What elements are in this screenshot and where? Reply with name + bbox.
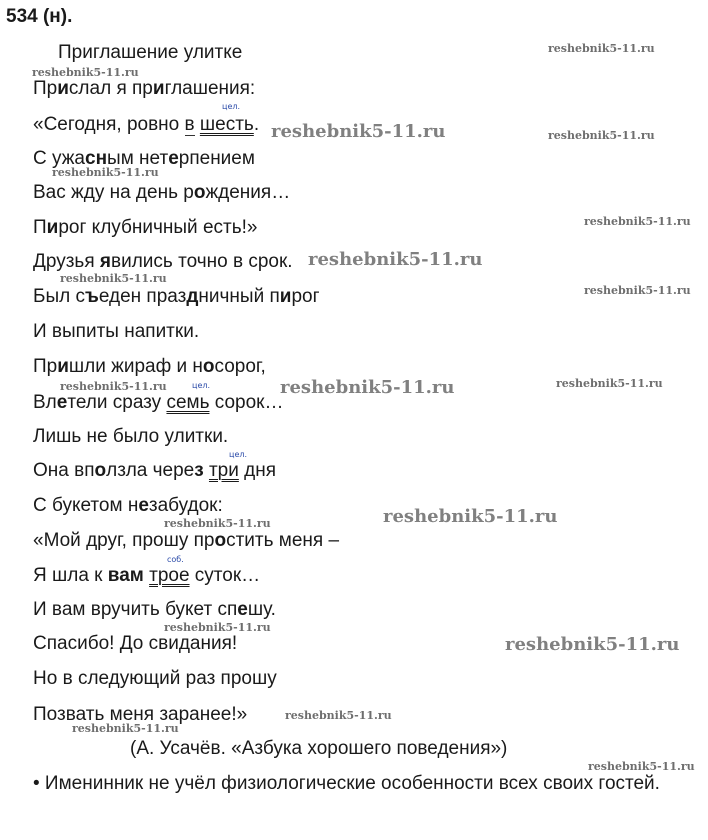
- watermark-logo: reshebnik5-11.ru: [584, 215, 691, 228]
- poem-line-16: И вам вручить букет спешу.: [33, 599, 276, 620]
- poem-author: (А. Усачёв. «Азбука хорошего поведения»): [130, 738, 508, 759]
- watermark-logo: reshebnik5-11.ru: [280, 377, 455, 398]
- watermark-logo: reshebnik5-11.ru: [32, 66, 139, 79]
- watermark-logo: reshebnik5-11.ru: [164, 621, 271, 634]
- numeral-tag-1: цел.: [222, 102, 241, 111]
- numeral-tag-4: соб.: [167, 555, 184, 564]
- poem-line-2: «Сегодня, ровно в шесть.: [33, 114, 260, 135]
- watermark-logo: reshebnik5-11.ru: [308, 249, 483, 270]
- poem-line-3: С ужасным нетерпением: [33, 148, 255, 169]
- poem-line-17: Спасибо! До свидания!: [33, 633, 238, 654]
- poem-line-1: Прислал я приглашения:: [33, 78, 256, 99]
- watermark-logo: reshebnik5-11.ru: [72, 722, 179, 735]
- watermark-logo: reshebnik5-11.ru: [548, 129, 655, 142]
- poem-line-19: Позвать меня заранее!»: [33, 704, 248, 725]
- poem-line-15: Я шла к вам трое суток…: [33, 565, 261, 586]
- poem-line-18: Но в следующий раз прошу: [33, 668, 277, 689]
- poem-line-14: «Мой друг, прошу простить меня –: [33, 530, 340, 551]
- poem-line-10: Влетели сразу семь сорок…: [33, 392, 284, 413]
- watermark-logo: reshebnik5-11.ru: [285, 709, 392, 722]
- watermark-logo: reshebnik5-11.ru: [548, 42, 655, 55]
- poem-line-6: Друзья явились точно в срок.: [33, 251, 293, 272]
- watermark-logo: reshebnik5-11.ru: [556, 377, 663, 390]
- poem-line-5: Пирог клубничный есть!»: [33, 217, 258, 238]
- analysis-note: • Именинник не учёл физиологические особенности всех своих гостей.: [33, 773, 660, 794]
- exercise-number: 534 (н).: [6, 6, 73, 27]
- watermark-logo: reshebnik5-11.ru: [584, 284, 691, 297]
- poem-title: Приглашение улитке: [58, 42, 243, 63]
- watermark-logo: reshebnik5-11.ru: [383, 506, 558, 527]
- poem-line-7: Был съеден праздничный пирог: [33, 286, 320, 307]
- poem-line-12: Она вползла через три дня: [33, 460, 277, 481]
- poem-line-4: Вас жду на день рождения…: [33, 182, 291, 203]
- watermark-logo: reshebnik5-11.ru: [164, 517, 271, 530]
- numeral-tag-2: цел.: [192, 381, 211, 390]
- poem-line-9: Пришли жираф и носорог,: [33, 356, 266, 377]
- poem-line-13: С букетом незабудок:: [33, 495, 223, 516]
- watermark-logo: reshebnik5-11.ru: [60, 380, 167, 393]
- watermark-logo: reshebnik5-11.ru: [588, 760, 695, 773]
- poem-line-11: Лишь не было улитки.: [33, 426, 229, 447]
- poem-line-8: И выпиты напитки.: [33, 321, 200, 342]
- watermark-logo: reshebnik5-11.ru: [60, 272, 167, 285]
- watermark-logo: reshebnik5-11.ru: [505, 634, 680, 655]
- numeral-tag-3: цел.: [229, 450, 248, 459]
- watermark-logo: reshebnik5-11.ru: [52, 166, 159, 179]
- watermark-logo: reshebnik5-11.ru: [271, 121, 446, 142]
